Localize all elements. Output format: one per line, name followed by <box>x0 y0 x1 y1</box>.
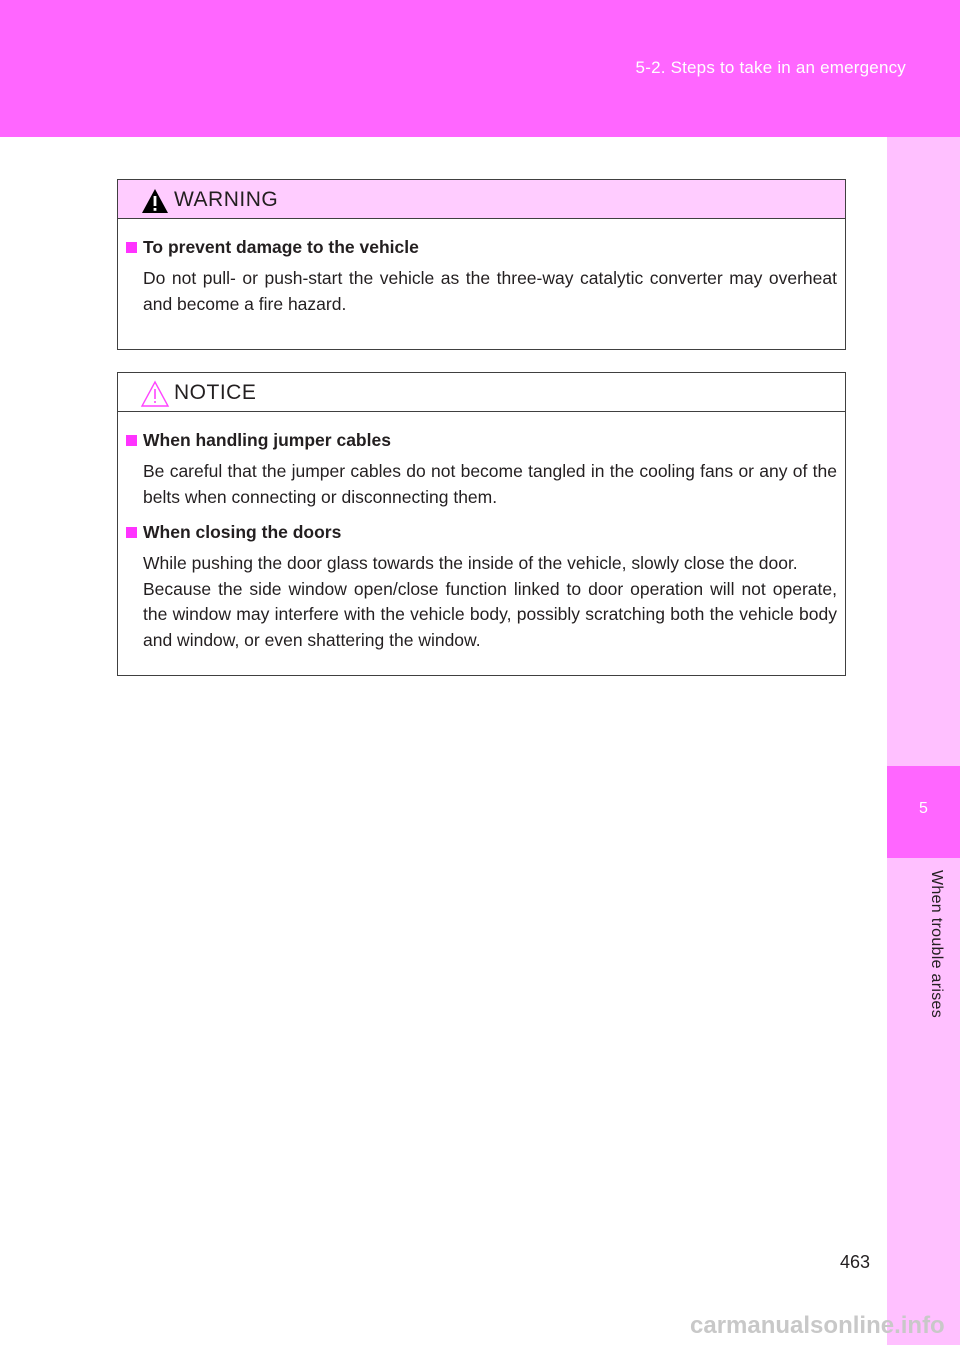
warning-title: WARNING <box>174 188 279 211</box>
notice-title: NOTICE <box>174 381 257 404</box>
notice-item-heading <box>126 428 837 452</box>
warning-icon <box>140 187 170 215</box>
warning-item-heading <box>126 235 837 259</box>
watermark: carmanualsonline.info <box>690 1312 945 1339</box>
square-bullet-icon <box>126 435 137 446</box>
chapter-title: When trouble arises <box>928 870 945 1018</box>
notice-item-heading <box>126 520 837 544</box>
square-bullet-icon <box>126 242 137 253</box>
notice-heading-text: When handling jumper cables <box>143 430 391 450</box>
side-strip <box>887 137 960 1345</box>
notice-box <box>117 372 846 676</box>
square-bullet-icon <box>126 527 137 538</box>
notice-item-text-line1: While pushing the door glass towards the inside of the vehicle, slowly close the door. <box>143 553 798 573</box>
notice-item-text-line2: Because the side window open/close function linked to door operation will not operate, the window may interfere with the vehicle body, possibly scratching both the vehicle body and window, or even shattering the window. <box>143 578 837 650</box>
page-number: 463 <box>840 1252 871 1272</box>
notice-heading-text: When closing the doors <box>143 522 342 542</box>
notice-box-body <box>118 412 845 675</box>
warning-item-text: Do not pull- or push-start the vehicle as the three-way catalytic converter may overheat and become a fire hazard. <box>143 268 837 314</box>
warning-box-body <box>118 219 845 349</box>
warning-box <box>117 179 846 350</box>
warning-heading-text: To prevent damage to the vehicle <box>143 237 419 257</box>
notice-box-header <box>118 373 845 412</box>
chapter-tab <box>887 766 960 858</box>
notice-item-text: Be careful that the jumper cables do not become tangled in the cooling fans or any of the belts when connecting or disconnecting them. <box>143 461 837 507</box>
notice-icon <box>140 380 170 408</box>
section-header: 5-2. Steps to take in an emergency <box>635 58 906 77</box>
warning-box-header <box>118 180 845 219</box>
notice-item-text <box>143 551 837 653</box>
chapter-number: 5 <box>919 800 928 817</box>
